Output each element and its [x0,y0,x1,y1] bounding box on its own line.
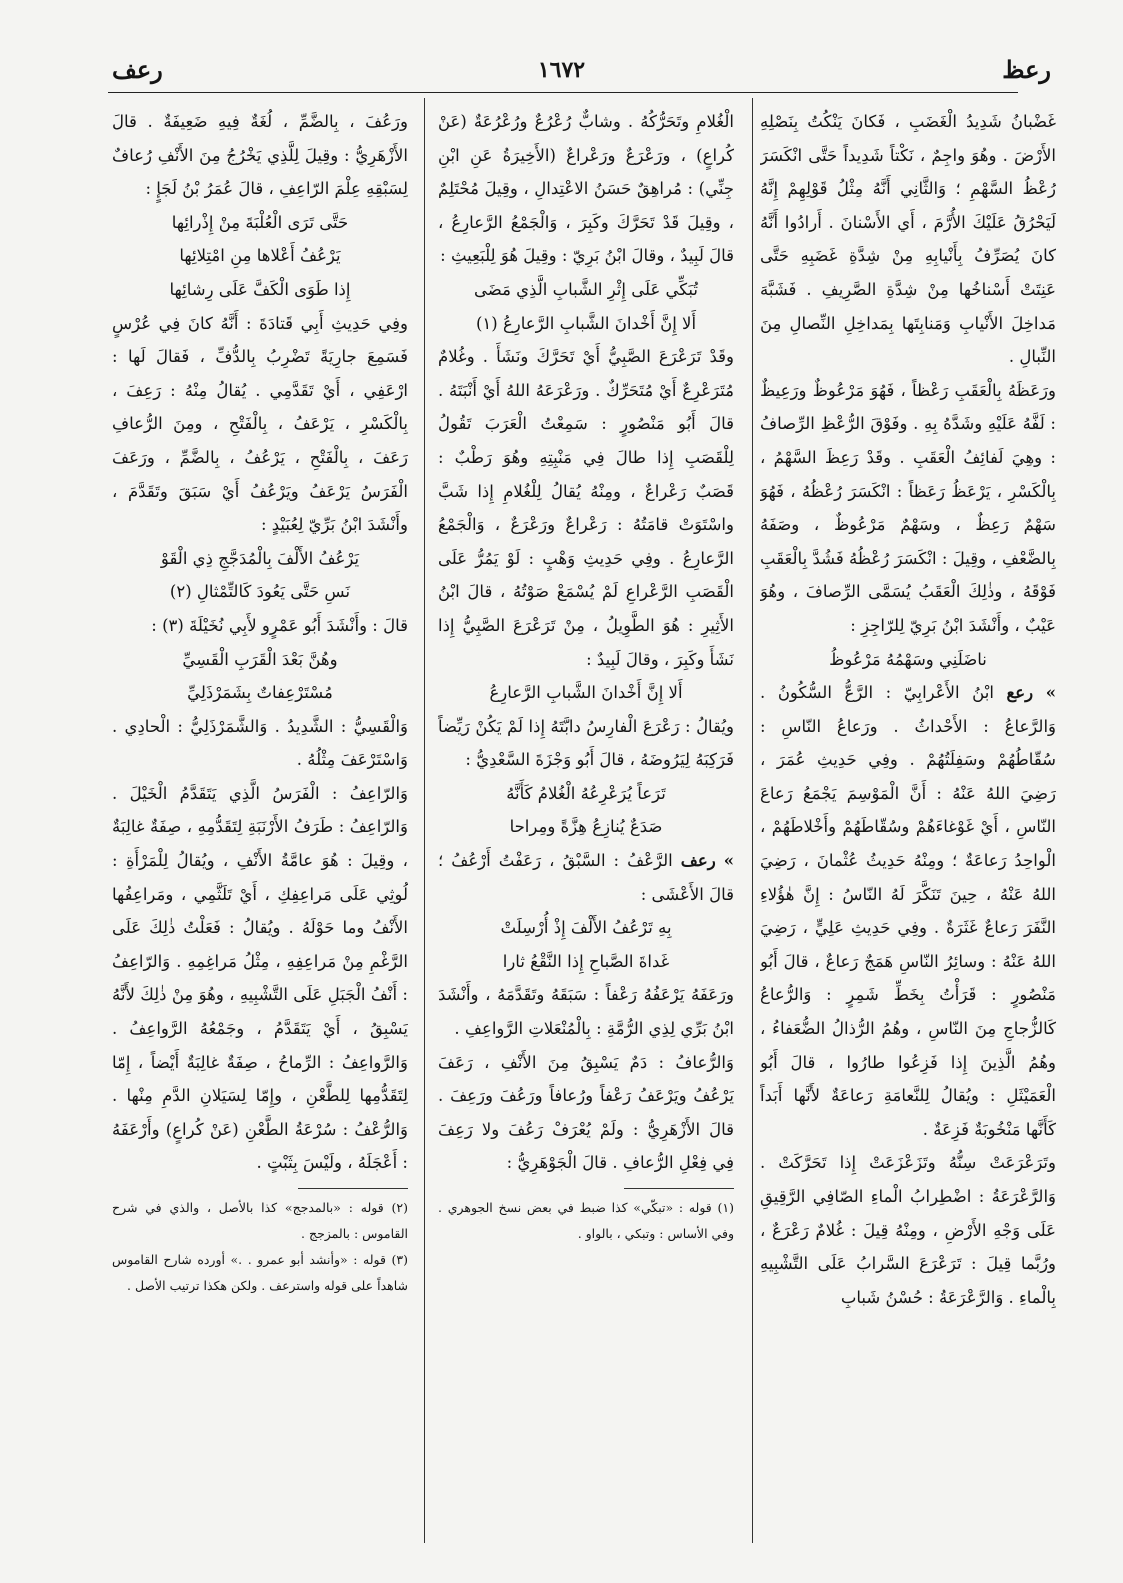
paragraph: وقَدْ تَرَعْرَعَ الصَّبِيُّ أَيْ تَحَرَّكَ ونَشَأَ . وغُلامٌ مُتَرَعْرِعٌ أَيْ مُتَحَرِّكٌ . ورَعْرَعَهُ اللهُ أَيْ أَنْبَتَهُ . قالَ أَبُو مَنْصُورٍ : سَمِعْتُ الْعَرَبَ تَقُولُ لِلْقَصَبِ إِذا طالَ فِي مَنْبِتِهِ وهُوَ رَطْبٌ : قَصَبٌ رَعْراعٌ ، ومِنْهُ يُقالُ لِلْغُلامِ إِذا شَبَّ واسْتَوَتْ قامَتُهُ : رَعْراعٌ ورَعْرَعٌ ، وَالْجَمْعُ الرَّعارِعُ . وفِي حَدِيثِ وَهْبٍ : لَوْ يَمُرُّ عَلَى الْقَصَبِ الرَّعْراعِ لَمْ يُسْمَعْ صَوْتُهُ ، قالَ ابْنُ الأَثِيرِ : هُوَ الطَّوِيلُ ، مِنْ تَرَعْرَعَ الصَّبِيُّ إِذا نَشَأَ وكَبِرَ ، وقالَ لَبِيدٌ : [438,347,734,669]
entry-paragraph [760,676,1056,1146]
footnote: (٢) قوله : «بالمدجج» كذا بالأصل ، والذي في شرح القاموس : بالمزجج . [112,1200,408,1241]
verse-line: يَرْعُفُ الأَلْفَ بِالْمُدَجَّجِ ذِي الْقَوْ [160,548,360,568]
footnote-rule [298,1188,408,1189]
entry-marker: » [1045,683,1056,703]
verse-line: بِهِ تَرْعُفُ الأَلْفَ إِذْ أُرْسِلَتْ [500,918,672,938]
header-root-right: رعظ [1002,55,1051,84]
entry-paragraph [438,844,734,911]
column-divider-left [424,98,425,1543]
verse-line: ناضَلَنِي وسَهْمُهُ مَرْعُوظُ [829,649,987,669]
verse-line: نَسِ حَتَّى يَعُودَ كَالتِّمْثالِ (٢) [169,582,351,602]
verse-line: مُسْتَرْعِفاتٌ بِشَمَرْذَلِيِّ [187,683,333,703]
paragraph: ويُقالُ : رَعْرَعَ الْفارِسُ دابَّتَهُ إِذا لَمْ يَكُنْ رَيِّضاً فَرَكِبَهُ لِيَرُوضَهُ ، قالَ أَبُو وَجْزَةَ السَّعْدِيُّ : [438,716,734,770]
footnote-rule [624,1188,734,1189]
paragraph: ورَعَظَهُ بِالْعَقَبِ رَعْظاً ، فَهُوَ مَرْعُوظٌ ورَعِيظٌ : لَفَّهُ عَلَيْهِ وشَدَّهُ بِهِ . وفَوْقَ الرُّعْظِ الرِّصافُ : وهِيَ لَفائِفُ الْعَقَبِ . وقَدْ رَعِظَ السَّهْمُ ، بِالْكَسْرِ ، يَرْعَظُ رَعَظاً : انْكَسَرَ رُعْظُهُ ، فَهُوَ سَهْمٌ رَعِظٌ ، وسَهْمٌ مَرْعُوظٌ ، وصَفَهُ بِالضَّعْفِ ، وقِيلَ : انْكَسَرَ رُعْظُهُ فَشُدَّ بِالْعَقَبِ فَوْقَهُ ، وذٰلِكَ الْعَقَبُ يُسَمَّى الرِّصافَ ، وهُوَ عَيْبٌ ، وأَنْشَدَ ابْنُ بَرِيّ لِلرّاجِزِ : [760,380,1056,635]
paragraph: قالَ : وأَنْشَدَ أَبُو عَمْرٍو لأَبِي نُخَيْلَةَ (٣) : [151,615,408,635]
header-root-left: رعف [112,55,163,84]
entry-text: ابْنُ الأَعْرابِيّ : الرَّعُّ السُّكُونُ . وَالرَّعاعُ : الأَحْداثُ . ورَعاعُ النّاسِ : سُقّاطُهُمْ وسَفِلَتُهُمْ . وفِي حَدِيثِ عُمَرَ ، رَضِيَ اللهُ عَنْهُ : أَنَّ الْمَوْسِمَ يَجْمَعُ رَعاعَ النّاسِ ، أَيْ غَوْغاءَهُمْ وسُقّاطَهُمْ وأَخْلاطَهُمْ ، الْواحِدُ رَعاعَةٌ ؛ ومِنْهُ حَدِيثُ عُثْمانَ ، رَضِيَ اللهُ عَنْهُ ، حِينَ تَنَكَّرَ لَهُ النّاسُ : إِنَّ هٰؤُلاءِ النَّفَرَ رَعاعٌ غَثَرَةٌ . وفِي حَدِيثِ عَلِيٍّ ، رَضِيَ اللهُ عَنْهُ : وسائِرُ النّاسِ هَمَجٌ رَعاعٌ ، قالَ أَبُو مَنْصُورٍ : قَرَأْتُ بِخَطِّ شَمِرٍ : وَالرُّعاعُ كَالزُّجاجِ مِنَ النّاسِ ، وهُمُ الرُّذالُ الضُّعَفاءُ ، وهُمُ الَّذِينَ إِذا فَزِعُوا طارُوا ، قالَ أَبُو الْعَمَيْثَلِ : ويُقالُ لِلنَّعامَةِ رَعاعَةٌ لأَنَّها أَبَداً كَأَنَّها مَنْخُوبَةٌ فَزِعَةٌ . [760,683,1056,1139]
header-rule [108,92,1018,93]
paragraph: وَالْقَسِيُّ : الشَّدِيدُ . وَالشَّمَرْذَلِيُّ : الْحادِي . وَاسْتَرْعَفَ مِثْلُهُ . [112,716,408,770]
column-middle [438,105,734,1555]
paragraph: غَضْبانُ شَدِيدُ الْغَضَبِ ، فَكانَ يَنْكُتُ بِنَصْلِهِ الأَرْضَ . وهُوَ واجِمٌ ، نَكْتاً شَدِيداً حَتَّى انْكَسَرَ رُعْظُ السَّهْمِ ؛ وَالثَّانِي أَنَّهُ مِثْلُ قَوْلِهِمْ إِنَّهُ لَيَحْرُقُ عَلَيْكَ الأُرَّمَ ، أَي الأَسْنانَ . أَرادُوا أَنَّهُ كانَ يُصَرِّفُ بِأَنْيابِهِ مِنْ شِدَّةِ غَضَبِهِ حَتَّى عَنِتَتْ أَسْناخُها مِنْ شِدَّةِ الصَّرِيفِ . فَشَبَّهَ مَداخِلَ الأَنْيابِ وَمَنابِتَها بِمَداخِلِ النِّصالِ مِنَ النِّبالِ . [760,112,1056,367]
verse-line: أَلا إِنَّ أَخْدانَ الشَّبابِ الرَّعارِعُ [489,683,683,703]
verse-line: حَتَّى تَرَى الْعُلْبَةَ مِنْ إِذْرائِها [171,212,349,232]
paragraph: وَالرُّعافُ : دَمٌ يَسْبِقُ مِنَ الأَنْفِ ، رَعَفَ يَرْعُفُ ويَرْعَفُ رَعْفاً ورُعافاً ورَعُفَ ورَعِفَ . قالَ الأَزْهَرِيُّ : ولَمْ يُعْرَفْ رَعُفَ ولا رَعِفَ فِي فِعْلِ الرُّعافِ . قالَ الْجَوْهَرِيُّ : [438,1052,734,1173]
footnote: (١) قوله : «تبكّي» كذا ضبط في بعض نسخ الجوهري . وفي الأساس : وتبكي ، بالواو . [438,1200,734,1241]
verse-line: أَلا إِنَّ أَخْدانَ الشَّبابِ الرَّعارِعُ (١) [475,313,697,333]
paragraph: الْغُلامِ وتَحَرُّكُهُ . وشابٌّ رُعْرُعٌ ورُعْرُعَةٌ (عَنْ كُراعٍ) ، ورَعْرَعٌ ورَعْراعٌ (الأَخِيرَةُ عَنِ ابْنِ جِنِّي) : مُراهِقٌ حَسَنُ الاعْتِدالِ ، وقِيلَ مُحْتَلِمٌ ، وقِيلَ قَدْ تَحَرَّكَ وكَبِرَ ، وَالْجَمْعُ الرَّعارِعُ ، قالَ لَبِيدٌ ، وقالَ ابْنُ بَرِيّ : وقِيلَ هُوَ لِلْبَعِيثِ : [438,112,734,266]
verse-line: تُبَكِّي عَلَى إِثْرِ الشَّبابِ الَّذِي مَضَى [474,279,698,299]
entry-text: الرَّعْفُ : السَّبْقُ ، رَعَفْتُ أَرْعُفُ ؛ قالَ الأَعْشَى : [438,851,734,904]
paragraph: وفِي حَدِيثِ أَبِي قَتادَةَ : أَنَّهُ كانَ فِي عُرْسٍ فَسَمِعَ جارِيَةً تَضْرِبُ بِالدُّفِّ ، فَقالَ لَها : ارْعَفِي ، أَيْ تَقَدَّمِي . يُقالُ مِنْهُ : رَعِفَ ، بِالْكَسْرِ ، يَرْعَفُ ، بِالْفَتْحِ ، ومِنَ الرُّعافِ رَعَفَ ، بِالْفَتْحِ ، يَرْعُفُ ، بِالضَّمِّ ، ورَعَفَ الْفَرَسُ يَرْعَفُ ويَرْعُفُ أَيْ سَبَقَ وتَقَدَّمَ ، وأَنْشَدَ ابْنُ بَرِّيّ لِعُبَيْدٍ : [112,313,408,535]
paragraph: وتَرَعْرَعَتْ سِنُّهُ وتَزَعْزَعَتْ إِذا تَحَرَّكَتْ . وَالرَّعْرَعَةُ : اضْطِرابُ الْماءِ الصّافِي الرَّقِيقِ عَلَى وَجْهِ الأَرْضِ ، ومِنْهُ قِيلَ : غُلامٌ رَعْرَعٌ ، ورُبَّما قِيلَ : تَرَعْرَعَ السَّرابُ عَلَى التَّشْبِيهِ بِالْماءِ . وَالرَّعْرَعَةُ : حُسْنُ شَبابِ [760,1153,1056,1307]
entry-marker: » [723,851,734,871]
verse-line: وهُنَّ بَعْدَ الْقَرَبِ الْقَسِيِّ [182,649,338,669]
column-left [112,105,408,1555]
page-number: ١٦٧٢ [537,57,586,83]
verse-line: غَداةَ الصَّباحِ إِذا النَّقْعُ ثارا [502,951,670,971]
paragraph: وَالرّاعِفُ : الْفَرَسُ الَّذِي يَتَقَدَّمُ الْخَيْلَ . وَالرّاعِفُ : طَرَفُ الأَرْنَبَةِ لِتَقَدُّمِهِ ، صِفَةٌ غالِبَةٌ ، وقِيلَ : هُوَ عامَّةُ الأَنْفِ ، ويُقالُ لِلْمَرْأَةِ : لُوثِي عَلَى مَراعِفِكِ ، أَيْ تَلَثَّمِي ، ومَراعِفُها الأَنْفُ وما حَوْلَهُ . ويُقالُ : فَعَلْتُ ذٰلِكَ عَلَى الرَّغْمِ مِنْ مَراعِفِهِ ، مِثْلُ مَراغِمِهِ . وَالرّاعِفُ : أَنْفُ الْجَبَلِ عَلَى التَّشْبِيهِ ، وهُوَ مِنْ ذٰلِكَ لأَنَّهُ يَسْبِقُ ، أَيْ يَتَقَدَّمُ ، وجَمْعُهُ الرَّواعِفُ . وَالرَّواعِفُ : الرِّماحُ ، صِفَةٌ غالِبَةٌ أَيْضاً ، إِمّا لِتَقَدُّمِها لِلطَّعْنِ ، وإِمّا لِسَيَلانِ الدَّمِ مِنْها . وَالرُّعْفُ : سُرْعَةُ الطَّعْنِ (عَنْ كُراعٍ) وأَرْعَفَهُ : أَعْجَلَهُ ، ولَيْسَ بِثَبْتٍ . [112,783,408,1173]
verse-line: صَدَعٌ يُنازِعُ هِزَّةً ومِراحا [509,817,663,837]
paragraph: ورَعُفَ ، بِالضَّمِّ ، لُغَةٌ فِيهِ ضَعِيفَةٌ . قالَ الأَزْهَرِيُّ : وقِيلَ لِلَّذِي يَخْرُجُ مِنَ الأَنْفِ رُعافٌ لِسَبْقِهِ عِلْمَ الرّاعِفِ ، قالَ عُمَرُ بْنُ لَجَإٍ : [112,112,408,199]
verse-line: يَرْعُفُ أَعْلاها مِنِ امْتِلائِها [179,246,341,266]
entry-headword: رعف [680,851,716,871]
verse-line: إِذا طَوَى الْكَفَّ عَلَى رِشائِها [169,279,351,299]
column-divider-right [752,98,753,1543]
entry-headword: رعع [1006,683,1034,703]
column-right [760,105,1056,1555]
footnote: (٣) قوله : «وأنشد أبو عمرو . .» أورده شارح القاموس شاهداً على قوله واسترعف . ولكن هكذا ترتيب الأصل . [112,1252,408,1293]
verse-line: تَرَعاً يُرَعْرِعُهُ الْغُلامُ كَأَنَّهُ [506,783,666,803]
paragraph: ورَعَفَهُ يَرْعَفُهُ رَعْفاً : سَبَقَهُ وتَقَدَّمَهُ ، وأَنْشَدَ ابْنُ بَرِّي لِذِي الرُّمَّةِ : بِالْمُنْعَلاتِ الرَّواعِفِ . [438,985,734,1039]
